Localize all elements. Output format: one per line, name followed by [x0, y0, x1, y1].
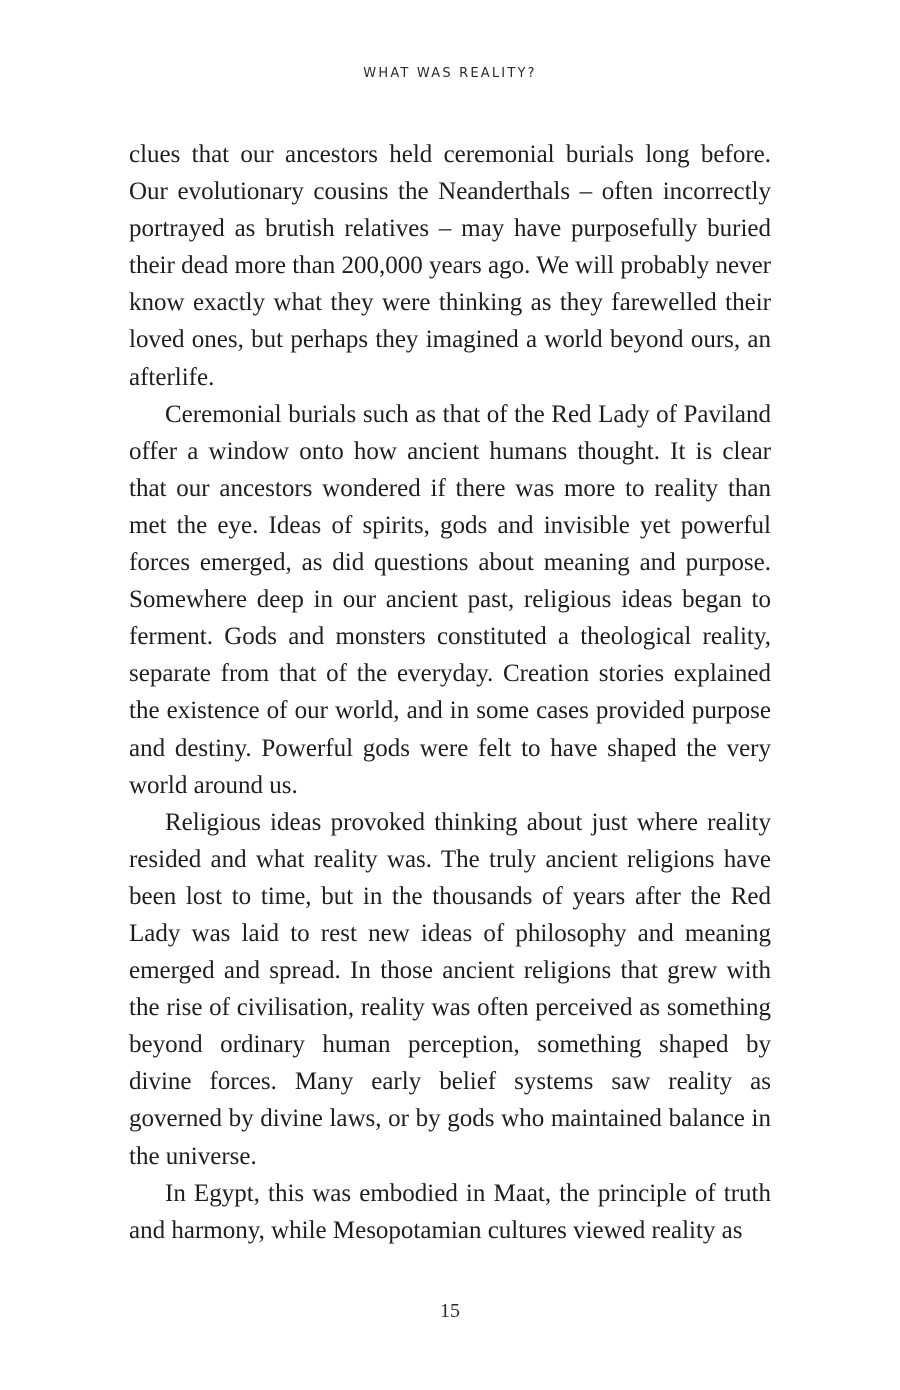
paragraph-3: Religious ideas provoked thinking about just where reality resided and what reality was. The truly ancient religions have been lost to time, but in the thousands of years after the Red Lady was laid to rest new ideas of philosophy and meaning emerged and spread. In those ancient religions that grew with the rise of civilisation, reality was often perceived as something beyond ordinary human perception, something shaped by divine forces. Many early belief systems saw reality as governed by divine laws, or by gods who maintained balance in the universe.: [129, 808, 771, 1170]
paragraph-1: clues that our ancestors held ceremonial burials long before. Our evolutionary cousins the Neanderthals – often incorrectly portrayed as brutish relatives – may have purposefully buried their dead more than 200,000 years ago. We will probably never know exactly what they were thinking as they farewelled their loved ones, but perhaps they imagined a world beyond ours, an afterlife.: [129, 141, 771, 391]
body-text: [129, 136, 771, 1249]
paragraph-4: In Egypt, this was embodied in Maat, the principle of truth and harmony, while Mesopotamian cultures viewed reality as: [129, 1179, 771, 1244]
page-number: 15: [440, 1300, 460, 1322]
paragraph-2: Ceremonial burials such as that of the Red Lady of Paviland offer a window onto how ancient humans thought. It is clear that our ancestors wondered if there was more to reality than met the eye. Ideas of spirits, gods and invisible yet powerful forces emerged, as did questions about meaning and purpose. Somewhere deep in our ancient past, religious ideas began to ferment. Gods and monsters constituted a theological reality, separate from that of the everyday. Creation stories explained the existence of our world, and in some cases provided purpose and destiny. Powerful gods were felt to have shaped the very world around us.: [129, 400, 771, 799]
running-head: WHAT WAS REALITY?: [363, 66, 537, 81]
